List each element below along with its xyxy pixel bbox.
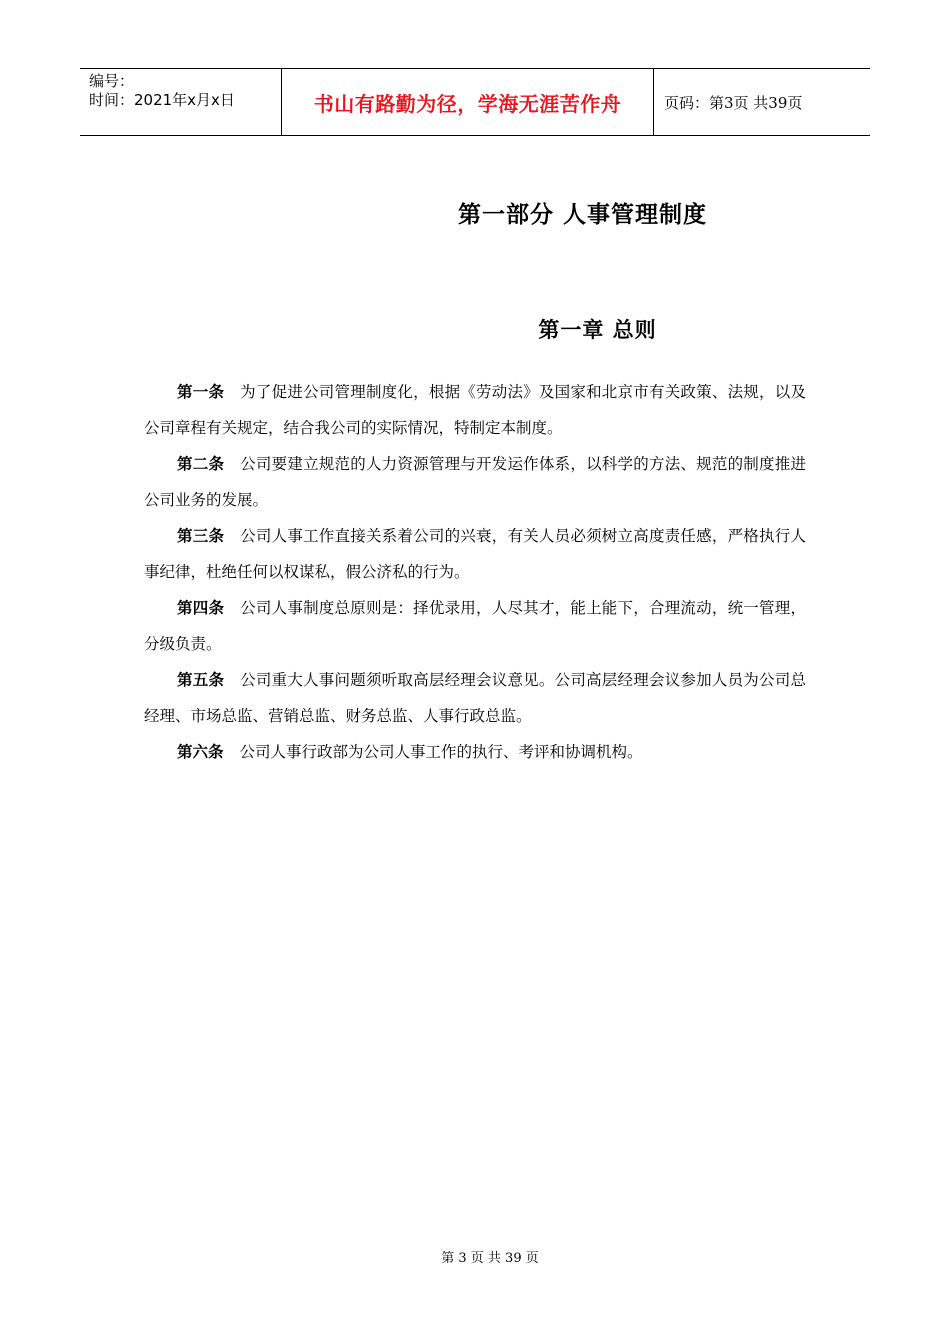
article-text: 公司重大人事问题须听取高层经理会议意见。公司高层经理会议参加人员为公司总经理、市场总监、营销总监、财务总监、人事行政总监。 bbox=[144, 671, 806, 725]
article-label: 第一条 bbox=[177, 383, 225, 401]
part-title: 第一部分 人事管理制度 bbox=[457, 202, 707, 228]
article-text: 为了促进公司管理制度化，根据《劳动法》及国家和北京市有关政策、法规，以及公司章程有关规定，结合我公司的实际情况，特制定本制度。 bbox=[144, 383, 806, 437]
article-text: 公司人事工作直接关系着公司的兴衰，有关人员必须树立高度责任感，严格执行人事纪律，杜绝任何以权谋私，假公济私的行为。 bbox=[144, 527, 806, 581]
article-text: 公司要建立规范的人力资源管理与开发运作体系，以科学的方法、规范的制度推进公司业务的发展。 bbox=[144, 455, 806, 509]
document-date: 时间：2021年x月x日 bbox=[89, 91, 235, 109]
article-item bbox=[144, 518, 806, 590]
article-label: 第二条 bbox=[177, 455, 225, 473]
article-label: 第六条 bbox=[177, 743, 224, 761]
article-text: 公司人事行政部为公司人事工作的执行、考评和协调机构。 bbox=[239, 743, 643, 761]
article-label: 第三条 bbox=[177, 527, 225, 545]
article-item bbox=[144, 662, 806, 734]
header-meta bbox=[80, 69, 281, 135]
article-label: 第五条 bbox=[177, 671, 225, 689]
document-number-label: 编号： bbox=[89, 72, 135, 90]
page-footer: 第 3 页 共 39 页 bbox=[441, 1251, 539, 1266]
article-list bbox=[144, 374, 806, 770]
article-label: 第四条 bbox=[177, 599, 225, 617]
article-item bbox=[144, 590, 806, 662]
article-item bbox=[144, 446, 806, 518]
header-page-info: 页码：第3页 共39页 bbox=[664, 93, 803, 112]
article-text: 公司人事制度总原则是：择优录用，人尽其才，能上能下，合理流动，统一管理，分级负责。 bbox=[144, 599, 806, 653]
header-motto-cell bbox=[281, 69, 654, 135]
document-header bbox=[80, 68, 870, 136]
article-item bbox=[144, 374, 806, 446]
header-motto: 书山有路勤为径，学海无涯苦作舟 bbox=[313, 91, 622, 116]
article-item bbox=[144, 734, 806, 770]
chapter-title: 第一章 总则 bbox=[538, 318, 657, 342]
